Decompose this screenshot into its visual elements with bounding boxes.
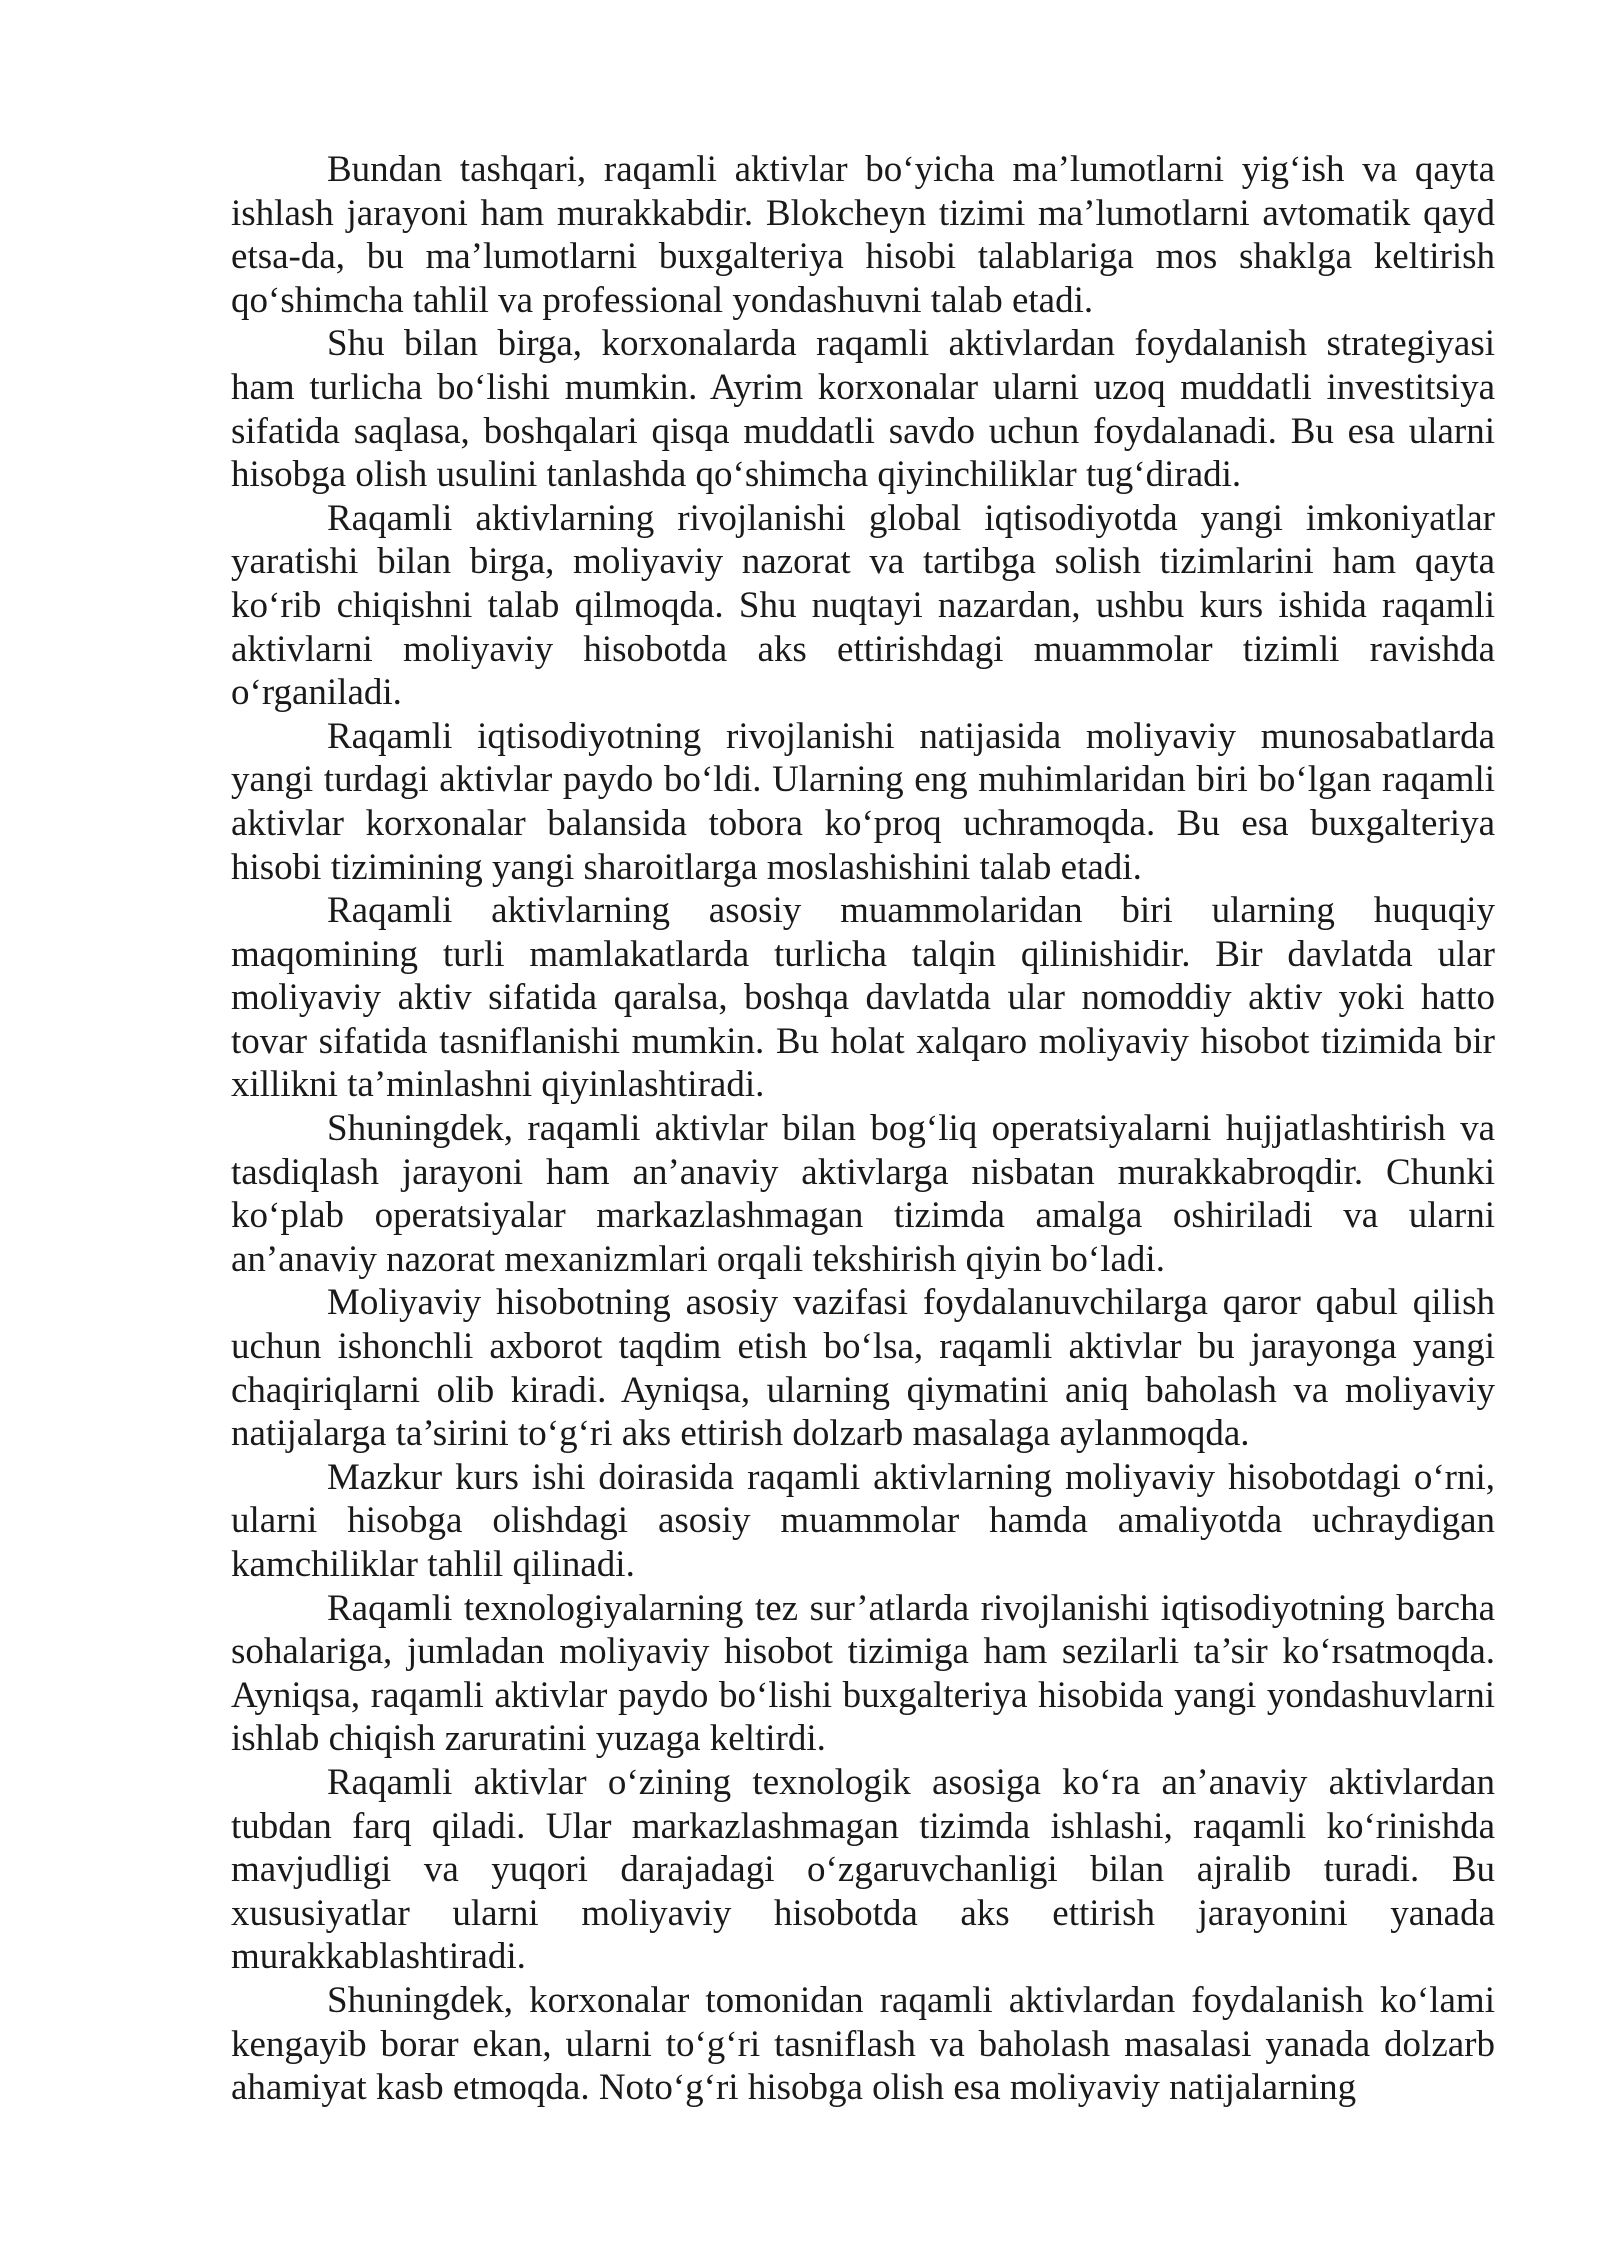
document-body <box>231 148 1495 2110</box>
paragraph: Moliyaviy hisobotning asosiy vazifasi foydalanuvchilarga qaror qabul qilish uchun ishonchli axborot taqdim etish bo‘lsa, raqamli aktivlar bu jarayonga yangi chaqiriqlarni olib kiradi. Ayniqsa, ularning qiymatini aniq baholash va moliyaviy natijalarga ta’sirini to‘g‘ri aks ettirish dolzarb masalaga aylanmoqda. <box>231 1282 1495 1455</box>
paragraph: Raqamli iqtisodiyotning rivojlanishi natijasida moliyaviy munosabatlarda yangi turdagi aktivlar paydo bo‘ldi. Ularning eng muhimlaridan biri bo‘lgan raqamli aktivlar korxonalar balansida tobora ko‘proq uchramoqda. Bu esa buxgalteriya hisobi tizimining yangi sharoitlarga moslashishini talab etadi. <box>231 715 1495 888</box>
paragraph: Shu bilan birga, korxonalarda raqamli aktivlardan foydalanish strategiyasi ham turlicha bo‘lishi mumkin. Ayrim korxonalar ularni uzoq muddatli investitsiya sifatida saqlasa, boshqalari qisqa muddatli savdo uchun foydalanadi. Bu esa ularni hisobga olish usulini tanlashda qo‘shimcha qiyinchiliklar tug‘diradi. <box>231 323 1495 496</box>
paragraph: Shuningdek, raqamli aktivlar bilan bog‘liq operatsiyalarni hujjatlashtirish va tasdiqlash jarayoni ham an’anaviy aktivlarga nisbatan murakkabroqdir. Chunki ko‘plab operatsiyalar markazlashmagan tizimda amalga oshiriladi va ularni an’anaviy nazorat mexanizmlari orqali tekshirish qiyin bo‘ladi. <box>231 1108 1495 1280</box>
paragraph: Shuningdek, korxonalar tomonidan raqamli aktivlardan foydalanish ko‘lami kengayib borar ekan, ularni to‘g‘ri tasniflash va baholash masalasi yanada dolzarb ahamiyat kasb etmoqda. Noto‘g‘ri hisobga olish esa moliyaviy natijalarning <box>231 1979 1495 2109</box>
paragraph: Bundan tashqari, raqamli aktivlar bo‘yicha ma’lumotlarni yig‘ish va qayta ishlash jarayoni ham murakkabdir. Blokcheyn tizimi ma’lumotlarni avtomatik qayd etsa-da, bu ma’lumotlarni buxgalteriya hisobi talablariga mos shaklga keltirish qo‘shimcha tahlil va professional yondashuvni talab etadi. <box>231 149 1495 321</box>
paragraph: Raqamli aktivlarning rivojlanishi global iqtisodiyotda yangi imkoniyatlar yaratishi bilan birga, moliyaviy nazorat va tartibga solish tizimlarini ham qayta ko‘rib chiqishni talab qilmoqda. Shu nuqtayi nazardan, ushbu kurs ishida raqamli aktivlarni moliyaviy hisobotda aks ettirishdagi muammolar tizimli ravishda o‘rganiladi. <box>231 497 1495 714</box>
paragraph: Mazkur kurs ishi doirasida raqamli aktivlarning moliyaviy hisobotdagi o‘rni, ularni hisobga olishdagi asosiy muammolar hamda amaliyotda uchraydigan kamchiliklar tahlil qilinadi. <box>231 1456 1495 1585</box>
paragraph: Raqamli aktivlar o‘zining texnologik asosiga ko‘ra an’anaviy aktivlardan tubdan farq qiladi. Ular markazlashmagan tizimda ishlashi, raqamli ko‘rinishda mavjudligi va yuqori darajadagi o‘zgaruvchanligi bilan ajralib turadi. Bu xususiyatlar ularni moliyaviy hisobotda aks ettirish jarayonini yanada murakkablashtiradi. <box>231 1761 1495 1978</box>
paragraph: Raqamli texnologiyalarning tez sur’atlarda rivojlanishi iqtisodiyotning barcha sohalariga, jumladan moliyaviy hisobot tizimiga ham sezilarli ta’sir ko‘rsatmoqda. Ayniqsa, raqamli aktivlar paydo bo‘lishi buxgalteriya hisobida yangi yondashuvlarni ishlab chiqish zaruratini yuzaga keltirdi. <box>231 1587 1495 1760</box>
paragraph: Raqamli aktivlarning asosiy muammolaridan biri ularning huquqiy maqomining turli mamlakatlarda turlicha talqin qilinishidir. Bir davlatda ular moliyaviy aktiv sifatida qaralsa, boshqa davlatda ular nomoddiy aktiv yoki hatto tovar sifatida tasniflanishi mumkin. Bu holat xalqaro moliyaviy hisobot tizimida bir xillikni ta’minlashni qiyinlashtiradi. <box>231 890 1495 1106</box>
